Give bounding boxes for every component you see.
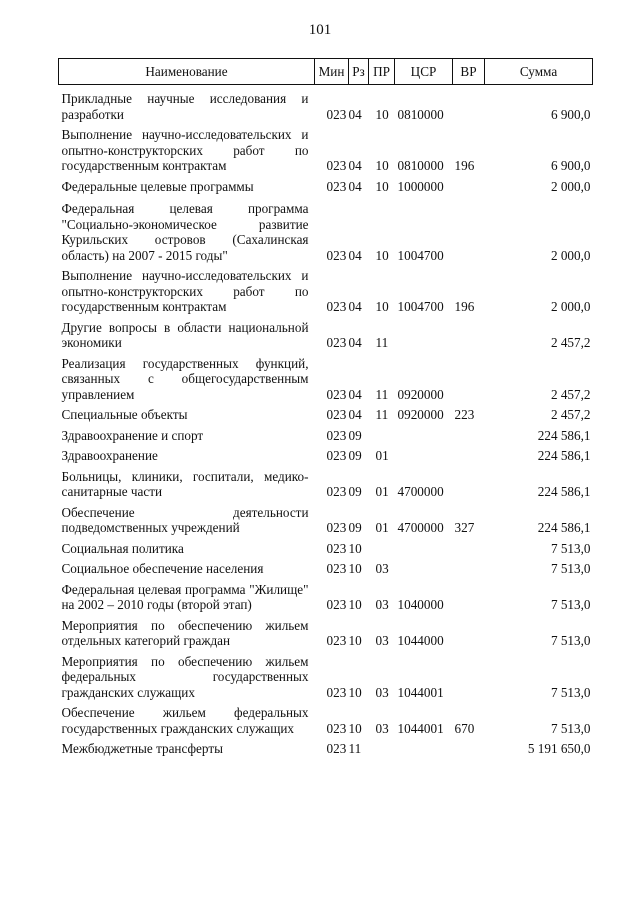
cell-rz: 04: [348, 178, 362, 194]
cell-min: 023: [326, 178, 347, 194]
cell-vr: [453, 652, 485, 704]
cell-sum: 224 586,1: [537, 427, 591, 443]
cell-rz: 09: [348, 427, 362, 443]
table-row: [59, 85, 593, 126]
cell-csr: 4700000: [397, 484, 444, 499]
table-row: [59, 580, 593, 616]
cell-min: 023: [326, 106, 347, 122]
cell-sum: 7 513,0: [550, 684, 591, 700]
cell-csr: [395, 446, 453, 467]
table-row: [59, 559, 593, 580]
cell-csr: 1004700: [397, 247, 444, 263]
cell-sum: 7 513,0: [550, 540, 591, 556]
cell-min: 023: [326, 335, 347, 350]
cell-rz: 04: [348, 386, 362, 402]
cell-sum: 6 900,0: [550, 106, 591, 122]
cell-vr: 327: [454, 520, 475, 535]
header-name: Наименование: [59, 59, 315, 85]
cell-sum: 5 191 650,0: [527, 741, 591, 756]
table-row: [59, 405, 593, 426]
cell-csr: 1004700: [397, 299, 444, 314]
cell-vr: [453, 318, 485, 354]
table-row: [59, 426, 593, 447]
cell-name: Выполнение научно-исследовательских и опытно-конструкторских работ по государственным контрактам: [61, 268, 309, 314]
cell-pr: 01: [375, 520, 389, 535]
cell-csr: 0810000: [397, 106, 444, 122]
page-number: 101: [308, 22, 332, 38]
cell-csr: 1044001: [397, 720, 444, 736]
header-csr: ЦСР: [395, 59, 453, 85]
cell-vr: 223: [454, 407, 475, 422]
cell-name: Здравоохранение и спорт: [61, 427, 204, 443]
cell-vr: [453, 580, 485, 616]
cell-sum: 2 457,2: [550, 386, 591, 402]
cell-pr: 03: [375, 684, 389, 700]
cell-vr: [453, 197, 485, 266]
table-body: [59, 85, 593, 760]
cell-name: Выполнение научно-исследовательских и опытно-конструкторских работ по государственным контрактам: [61, 127, 309, 173]
cell-vr: [453, 426, 485, 447]
cell-sum: 2 000,0: [550, 247, 591, 263]
cell-rz: 04: [348, 106, 362, 122]
cell-name: Здравоохранение: [61, 448, 158, 463]
cell-pr: 11: [375, 335, 389, 350]
table-row: [59, 703, 593, 739]
cell-rz: 10: [348, 540, 362, 556]
cell-pr: 03: [375, 597, 389, 612]
header-vr: ВР: [453, 59, 485, 85]
cell-name: Другие вопросы в области национальной экономики: [61, 319, 309, 350]
header-rz: Рз: [349, 59, 369, 85]
cell-pr: [369, 739, 395, 760]
cell-min: 023: [326, 520, 347, 535]
cell-rz: 10: [348, 684, 362, 700]
cell-sum: 7 513,0: [550, 561, 591, 576]
cell-min: 023: [326, 386, 347, 402]
cell-rz: 04: [348, 158, 362, 173]
cell-name: Социальная политика: [61, 540, 184, 556]
cell-min: 023: [326, 299, 347, 314]
cell-csr: [395, 539, 453, 560]
cell-csr: 0810000: [397, 158, 444, 173]
cell-vr: [453, 354, 485, 406]
budget-table: [58, 58, 593, 760]
cell-name: Обеспечение деятельности подведомственных учреждений: [61, 504, 309, 535]
cell-pr: 10: [375, 178, 389, 194]
cell-csr: 1040000: [397, 597, 444, 612]
table-row: [59, 446, 593, 467]
cell-pr: [369, 539, 395, 560]
cell-name: Федеральная целевая программа "Социально-экономическое развитие Курильских островов (Сахалинская область) на 2007 - 2015 годы": [61, 201, 309, 263]
cell-csr: 0920000: [397, 386, 444, 402]
cell-rz: 04: [348, 247, 362, 263]
cell-min: 023: [326, 741, 347, 756]
cell-name: Прикладные научные исследования и разработки: [61, 91, 309, 122]
header-sum: Сумма: [485, 59, 593, 85]
table-row: [59, 467, 593, 503]
cell-sum: 7 513,0: [550, 720, 591, 736]
cell-min: 023: [326, 540, 347, 556]
cell-rz: 10: [348, 633, 362, 648]
cell-name: Федеральная целевая программа "Жилище" на 2002 – 2010 годы (второй этап): [61, 581, 309, 612]
cell-vr: [453, 559, 485, 580]
cell-name: Реализация государственных функций, связанных с общегосударственным управлением: [61, 355, 309, 402]
cell-csr: 1044000: [397, 633, 444, 648]
table-row: [59, 318, 593, 354]
cell-name: Межбюджетные трансферты: [61, 741, 223, 756]
cell-vr: 196: [454, 158, 475, 173]
cell-vr: [453, 539, 485, 560]
cell-sum: 2 000,0: [550, 299, 591, 314]
cell-vr: [453, 177, 485, 198]
table-row: [59, 503, 593, 539]
cell-vr: [453, 446, 485, 467]
cell-sum: 7 513,0: [550, 597, 591, 612]
cell-rz: 09: [348, 484, 362, 499]
cell-rz: 11: [348, 741, 362, 756]
table-header-row: [59, 59, 593, 85]
cell-csr: 1044001: [397, 684, 444, 700]
cell-rz: 04: [348, 335, 362, 350]
cell-rz: 04: [348, 299, 362, 314]
cell-min: 023: [326, 247, 347, 263]
cell-pr: 01: [375, 484, 389, 499]
header-pr: ПР: [369, 59, 395, 85]
cell-rz: 10: [348, 561, 362, 576]
cell-min: 023: [326, 720, 347, 736]
cell-name: Специальные объекты: [61, 407, 188, 422]
cell-pr: 03: [375, 720, 389, 736]
table-row: [59, 616, 593, 652]
cell-name: Мероприятия по обеспечению жильем отдельных категорий граждан: [61, 617, 309, 648]
cell-min: 023: [326, 427, 347, 443]
header-min: Мин: [315, 59, 349, 85]
cell-rz: 10: [348, 597, 362, 612]
cell-pr: 10: [375, 299, 389, 314]
cell-sum: 224 586,1: [537, 520, 591, 535]
cell-rz: 10: [348, 720, 362, 736]
cell-min: 023: [326, 561, 347, 576]
table-row: [59, 652, 593, 704]
cell-pr: 03: [375, 633, 389, 648]
cell-sum: 224 586,1: [537, 448, 591, 463]
cell-pr: 03: [375, 561, 389, 576]
table-row: [59, 266, 593, 318]
table-row: [59, 539, 593, 560]
cell-name: Больницы, клиники, госпитали, медико-санитарные части: [61, 468, 309, 499]
cell-pr: 11: [375, 386, 389, 402]
table-row: [59, 177, 593, 198]
cell-sum: 2 000,0: [550, 178, 591, 194]
cell-sum: 2 457,2: [550, 335, 591, 350]
cell-csr: [395, 739, 453, 760]
cell-vr: [453, 739, 485, 760]
cell-pr: 01: [375, 448, 389, 463]
cell-vr: [453, 85, 485, 126]
cell-min: 023: [326, 484, 347, 499]
cell-name: Социальное обеспечение населения: [61, 561, 264, 576]
cell-vr: 196: [454, 299, 475, 314]
cell-sum: 7 513,0: [550, 633, 591, 648]
table-row: [59, 739, 593, 760]
cell-csr: [395, 559, 453, 580]
cell-vr: [453, 467, 485, 503]
cell-sum: 224 586,1: [537, 484, 591, 499]
cell-rz: 09: [348, 520, 362, 535]
cell-min: 023: [326, 633, 347, 648]
cell-name: Мероприятия по обеспечению жильем федеральных государственных гражданских служащих: [61, 653, 309, 700]
cell-pr: [369, 426, 395, 447]
cell-rz: 04: [348, 407, 362, 422]
cell-min: 023: [326, 407, 347, 422]
table-row: [59, 354, 593, 406]
cell-pr: 11: [375, 407, 389, 422]
cell-name: Федеральные целевые программы: [61, 178, 254, 194]
cell-vr: [453, 616, 485, 652]
cell-name: Обеспечение жильем федеральных государственных гражданских служащих: [61, 705, 309, 736]
cell-min: 023: [326, 158, 347, 173]
cell-csr: 1000000: [397, 178, 444, 194]
cell-csr: [395, 426, 453, 447]
cell-csr: [395, 318, 453, 354]
cell-min: 023: [326, 597, 347, 612]
table-row: [59, 197, 593, 266]
cell-min: 023: [326, 448, 347, 463]
cell-csr: 4700000: [397, 520, 444, 535]
cell-vr: 670: [454, 720, 475, 736]
cell-sum: 6 900,0: [550, 158, 591, 173]
cell-min: 023: [326, 684, 347, 700]
cell-csr: 0920000: [397, 407, 444, 422]
cell-sum: 2 457,2: [550, 407, 591, 422]
table-row: [59, 125, 593, 177]
cell-pr: 10: [375, 247, 389, 263]
cell-rz: 09: [348, 448, 362, 463]
cell-pr: 10: [375, 106, 389, 122]
cell-pr: 10: [375, 158, 389, 173]
